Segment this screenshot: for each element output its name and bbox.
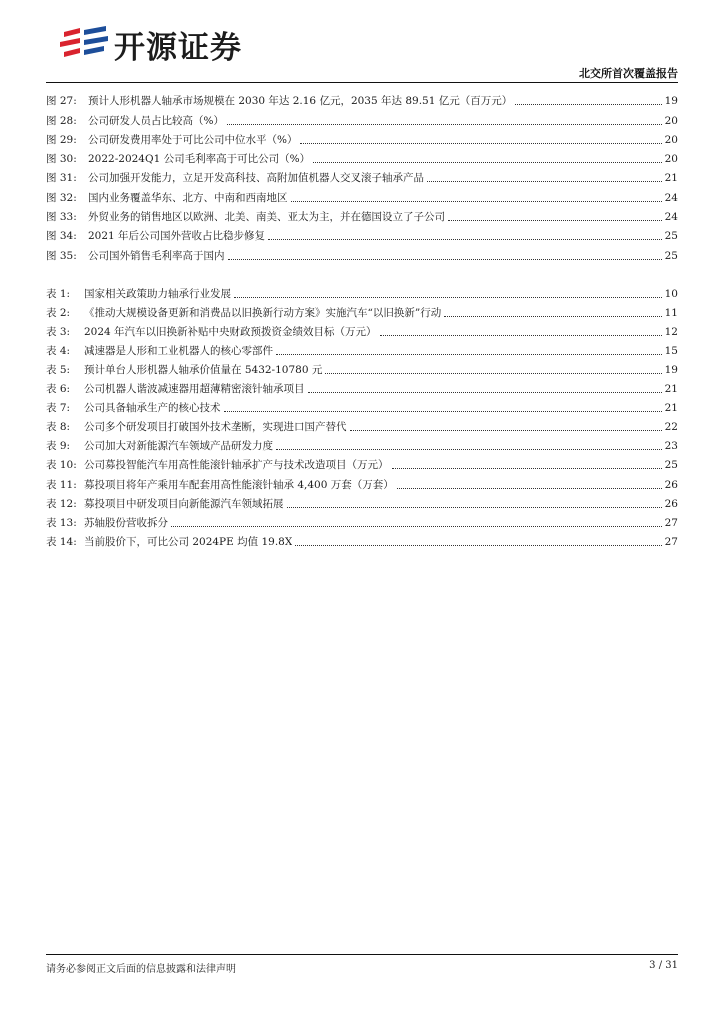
entry-number: 图 32: — [46, 191, 77, 204]
entry-title: 募投项目中研发项目向新能源汽车领域拓展 — [84, 497, 284, 510]
dot-leader — [397, 488, 662, 489]
entry-number: 表 8: — [46, 421, 71, 434]
entry-page: 12 — [664, 326, 678, 339]
figure-list — [46, 89, 678, 263]
entry-page: 15 — [664, 345, 678, 358]
toc-entry-figure-31[interactable] — [46, 166, 678, 185]
dot-leader — [171, 526, 662, 527]
dot-leader — [448, 220, 662, 221]
entry-number: 图 33: — [46, 211, 77, 224]
entry-title: 预计单台人形机器人轴承价值量在 5432-10780 元 — [84, 364, 323, 377]
logo-text: 开源证券 — [114, 29, 242, 66]
entry-number: 表 13: — [46, 516, 77, 529]
entry-number: 表 2: — [46, 307, 71, 320]
toc-entry-figure-32[interactable] — [46, 185, 678, 204]
entry-number: 表 9: — [46, 440, 71, 453]
dot-leader — [224, 411, 663, 412]
dot-leader — [234, 297, 662, 298]
entry-page: 21 — [664, 383, 678, 396]
toc-entry-table-12[interactable] — [46, 492, 678, 511]
entry-page: 27 — [664, 535, 678, 548]
toc-entry-table-1[interactable] — [46, 282, 678, 301]
entry-page: 25 — [664, 459, 678, 472]
toc-entry-table-8[interactable] — [46, 415, 678, 434]
toc-entry-table-11[interactable] — [46, 472, 678, 491]
entry-page: 23 — [664, 440, 678, 453]
entry-title: 公司机器人谐波减速器用超薄精密滚针轴承项目 — [84, 383, 305, 396]
entry-title: 当前股价下，可比公司 2024PE 均值 19.8X — [84, 535, 293, 548]
report-type-label: 北交所首次覆盖报告 — [579, 67, 678, 80]
entry-number: 表 3: — [46, 326, 71, 339]
toc-entry-figure-35[interactable] — [46, 243, 678, 262]
dot-leader — [276, 354, 662, 355]
entry-page: 20 — [664, 153, 678, 166]
entry-title: 减速器是人形和工业机器人的核心零部件 — [84, 345, 273, 358]
entry-number: 表 10: — [46, 459, 77, 472]
entry-number: 图 28: — [46, 114, 77, 127]
dot-leader — [427, 181, 662, 182]
entry-page: 21 — [664, 172, 678, 185]
toc-entry-table-2[interactable] — [46, 301, 678, 320]
entry-page: 22 — [664, 421, 678, 434]
entry-title: 《推动大规模设备更新和消费品以旧换新行动方案》实施汽车“以旧换新”行动 — [84, 307, 442, 320]
entry-title: 公司研发人员占比较高（%） — [88, 114, 224, 127]
entry-title: 公司多个研发项目打破国外技术垄断，实现进口国产替代 — [84, 421, 347, 434]
toc-entry-figure-33[interactable] — [46, 205, 678, 224]
entry-page: 20 — [664, 114, 678, 127]
entry-page: 19 — [664, 364, 678, 377]
dot-leader — [308, 392, 663, 393]
dot-leader — [295, 545, 662, 546]
dot-leader — [444, 316, 662, 317]
entry-number: 表 1: — [46, 288, 71, 301]
entry-number: 图 29: — [46, 133, 77, 146]
entry-number: 图 35: — [46, 249, 77, 262]
toc-entry-figure-27[interactable] — [46, 89, 678, 108]
company-logo — [58, 24, 242, 64]
entry-page: 25 — [664, 249, 678, 262]
entry-number: 表 6: — [46, 383, 71, 396]
entry-title: 公司国外销售毛利率高于国内 — [88, 249, 225, 262]
entry-title: 公司募投智能汽车用高性能滚针轴承扩产与技术改造项目（万元） — [84, 459, 389, 472]
entry-title: 苏轴股份营收拆分 — [84, 516, 168, 529]
entry-title: 外贸业务的销售地区以欧洲、北美、南美、亚太为主，并在德国设立了子公司 — [88, 211, 445, 224]
entry-title: 募投项目将年产乘用车配套用高性能滚针轴承 4,400 万套（万套） — [84, 478, 394, 491]
dot-leader — [380, 335, 662, 336]
entry-page: 10 — [664, 288, 678, 301]
entry-page: 24 — [664, 211, 678, 224]
entry-title: 2024 年汽车以旧换新补贴中央财政预拨资金绩效目标（万元） — [84, 326, 377, 339]
header-divider — [46, 82, 678, 83]
dot-leader — [227, 124, 662, 125]
entry-number: 表 11: — [46, 478, 77, 491]
toc-entry-figure-28[interactable] — [46, 108, 678, 127]
toc-entry-figure-29[interactable] — [46, 128, 678, 147]
toc-entry-table-14[interactable] — [46, 530, 678, 549]
entry-page: 19 — [664, 95, 678, 108]
toc-entry-table-6[interactable] — [46, 377, 678, 396]
toc-entry-table-9[interactable] — [46, 434, 678, 453]
dot-leader — [300, 143, 662, 144]
toc-entry-table-13[interactable] — [46, 511, 678, 530]
toc-entry-figure-34[interactable] — [46, 224, 678, 243]
entry-title: 公司具备轴承生产的核心技术 — [84, 402, 221, 415]
dot-leader — [313, 162, 662, 163]
toc-entry-figure-30[interactable] — [46, 147, 678, 166]
dot-leader — [276, 449, 662, 450]
entry-number: 图 30: — [46, 153, 77, 166]
toc-entry-table-7[interactable] — [46, 396, 678, 415]
entry-page: 26 — [664, 478, 678, 491]
entry-title: 国内业务覆盖华东、北方、中南和西南地区 — [88, 191, 288, 204]
dot-leader — [392, 468, 663, 469]
entry-number: 表 4: — [46, 345, 71, 358]
entry-number: 图 34: — [46, 230, 77, 243]
dot-leader — [350, 430, 663, 431]
entry-number: 图 27: — [46, 95, 77, 108]
entry-title: 2021 年后公司国外营收占比稳步修复 — [88, 230, 266, 243]
dot-leader — [515, 104, 662, 105]
entry-page: 20 — [664, 133, 678, 146]
footer-disclaimer: 请务必参阅正文后面的信息披露和法律声明 — [46, 964, 236, 975]
entry-number: 表 12: — [46, 497, 77, 510]
dot-leader — [291, 201, 663, 202]
entry-page: 26 — [664, 497, 678, 510]
entry-title: 公司加大对新能源汽车领域产品研发力度 — [84, 440, 273, 453]
entry-number: 图 31: — [46, 172, 77, 185]
entry-title: 2022-2024Q1 公司毛利率高于可比公司（%） — [88, 153, 311, 166]
entry-page: 25 — [664, 230, 678, 243]
logo-mark-icon — [58, 24, 110, 64]
table-list — [46, 282, 678, 549]
footer-divider — [46, 954, 678, 955]
entry-number: 表 7: — [46, 402, 71, 415]
dot-leader — [268, 239, 662, 240]
entry-page: 21 — [664, 402, 678, 415]
entry-page: 27 — [664, 516, 678, 529]
entry-page: 11 — [664, 307, 678, 320]
entry-page: 24 — [664, 191, 678, 204]
dot-leader — [228, 259, 663, 260]
entry-title: 公司加强开发能力，立足开发高科技、高附加值机器人交叉滚子轴承产品 — [88, 172, 424, 185]
toc-entry-table-4[interactable] — [46, 339, 678, 358]
toc-entry-table-3[interactable] — [46, 320, 678, 339]
entry-number: 表 5: — [46, 364, 71, 377]
entry-number: 表 14: — [46, 535, 77, 548]
entry-title: 国家相关政策助力轴承行业发展 — [84, 288, 231, 301]
dot-leader — [325, 373, 662, 374]
dot-leader — [287, 507, 663, 508]
entry-title: 公司研发费用率处于可比公司中位水平（%） — [88, 133, 298, 146]
page-number: 3 / 31 — [649, 960, 678, 971]
toc-entry-table-5[interactable] — [46, 358, 678, 377]
entry-title: 预计人形机器人轴承市场规模在 2030 年达 2.16 亿元，2035 年达 89.51 亿元（百万元） — [88, 95, 513, 108]
toc-entry-table-10[interactable] — [46, 453, 678, 472]
